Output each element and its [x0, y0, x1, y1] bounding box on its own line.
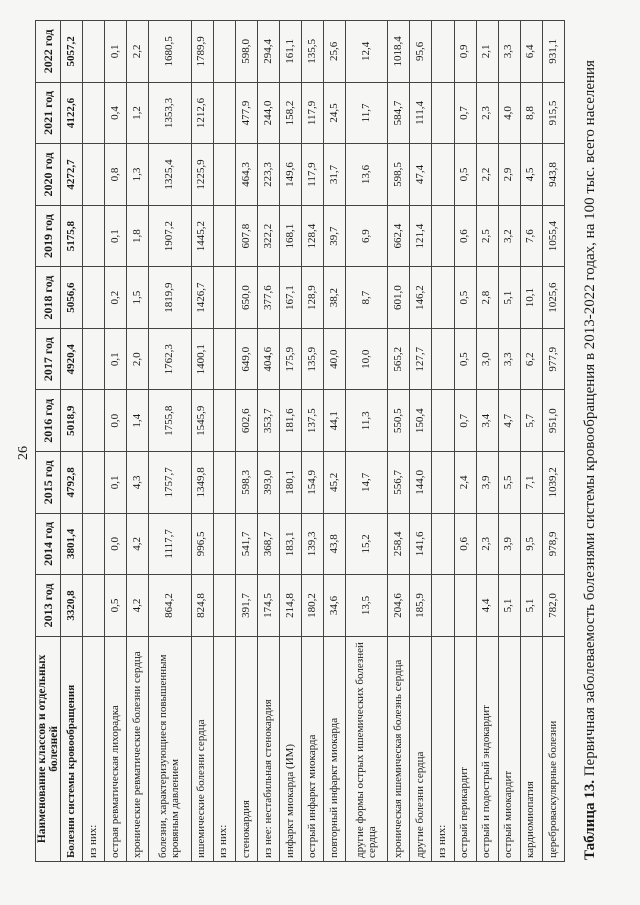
table-cell: 996,5	[191, 513, 213, 575]
table-cell: 34,6	[323, 575, 345, 637]
table-cell: 5018,9	[61, 390, 83, 452]
table-cell	[432, 452, 454, 514]
column-header-year: 2015 год	[36, 452, 61, 514]
table-row	[149, 21, 191, 862]
table-cell: 951,0	[542, 390, 564, 452]
table-cell: 175,9	[279, 328, 301, 390]
row-label: острый и подострый эндокардит	[476, 636, 498, 861]
table-row	[542, 21, 564, 862]
table-cell: 1025,6	[542, 267, 564, 329]
table-row	[323, 21, 345, 862]
table-cell: 602,6	[235, 390, 257, 452]
table-cell	[83, 82, 105, 144]
table-cell: 13,5	[346, 575, 388, 637]
table-cell: 0,7	[454, 82, 476, 144]
table-cell: 0,9	[454, 21, 476, 83]
table-cell: 121,4	[410, 205, 432, 267]
table-cell: 0,8	[105, 144, 127, 206]
table-cell: 146,2	[410, 267, 432, 329]
row-label: ишемические болезни сердца	[191, 636, 213, 861]
table-cell: 44,1	[323, 390, 345, 452]
table-row	[498, 21, 520, 862]
table-cell: 149,6	[279, 144, 301, 206]
table-cell	[213, 21, 235, 83]
table-cell: 1400,1	[191, 328, 213, 390]
table-cell	[83, 452, 105, 514]
column-header-name: Наименование классов и отдельных болезней	[36, 636, 61, 861]
table-cell: 4,4	[476, 575, 498, 637]
table-cell: 5,1	[498, 267, 520, 329]
table-cell: 0,1	[105, 205, 127, 267]
table-cell: 204,6	[388, 575, 410, 637]
table-cell	[83, 21, 105, 83]
table-cell: 3,3	[498, 328, 520, 390]
table-cell: 1789,9	[191, 21, 213, 83]
caption-label: Таблица 13.	[582, 780, 598, 860]
table-cell	[83, 575, 105, 637]
page-number: 26	[16, 446, 31, 460]
table-cell: 1325,4	[149, 144, 191, 206]
table-cell	[213, 575, 235, 637]
table-cell: 1349,8	[191, 452, 213, 514]
table-row	[388, 21, 410, 862]
table-row	[257, 21, 279, 862]
table-cell: 0,6	[454, 205, 476, 267]
table-cell	[432, 267, 454, 329]
table-cell: 4,0	[498, 82, 520, 144]
table-cell	[83, 267, 105, 329]
table-cell: 4920,4	[61, 328, 83, 390]
table-cell: 1,3	[127, 144, 149, 206]
table-cell: 144,0	[410, 452, 432, 514]
row-label: болезни, характеризующиеся повышенным кровяным давлением	[149, 636, 191, 861]
table-cell	[432, 82, 454, 144]
column-header-year: 2021 год	[36, 82, 61, 144]
row-label: острый миокардит	[498, 636, 520, 861]
table-cell: 598,3	[235, 452, 257, 514]
table-cell: 128,9	[301, 267, 323, 329]
table-cell: 7,1	[520, 452, 542, 514]
table-cell: 2,3	[476, 82, 498, 144]
table-cell: 782,0	[542, 575, 564, 637]
table-cell: 10,0	[346, 328, 388, 390]
table-row	[105, 21, 127, 862]
table-cell: 6,4	[520, 21, 542, 83]
table-cell: 598,0	[235, 21, 257, 83]
table-cell: 15,2	[346, 513, 388, 575]
table-cell: 10,1	[520, 267, 542, 329]
table-cell: 977,9	[542, 328, 564, 390]
table-cell: 1445,2	[191, 205, 213, 267]
table-cell: 168,1	[279, 205, 301, 267]
table-cell: 1018,4	[388, 21, 410, 83]
table-cell: 3,3	[498, 21, 520, 83]
table-cell: 137,5	[301, 390, 323, 452]
table-row	[83, 21, 105, 862]
table-cell: 5,5	[498, 452, 520, 514]
table-cell: 135,5	[301, 21, 323, 83]
table-cell: 824,8	[191, 575, 213, 637]
column-header-year: 2014 год	[36, 513, 61, 575]
table-cell: 2,0	[127, 328, 149, 390]
table-cell: 0,0	[105, 390, 127, 452]
table-cell: 244,0	[257, 82, 279, 144]
table-cell: 368,7	[257, 513, 279, 575]
row-label: повторный инфаркт миокарда	[323, 636, 345, 861]
table-cell: 0,1	[105, 328, 127, 390]
table-cell: 5,7	[520, 390, 542, 452]
row-label: Болезни системы кровообращения	[61, 636, 83, 861]
table-cell: 584,7	[388, 82, 410, 144]
table-row	[235, 21, 257, 862]
table-row	[301, 21, 323, 862]
table-cell: 47,4	[410, 144, 432, 206]
table-cell: 258,4	[388, 513, 410, 575]
table-cell: 7,6	[520, 205, 542, 267]
table-cell	[83, 513, 105, 575]
table-cell: 128,4	[301, 205, 323, 267]
table-body	[61, 21, 565, 862]
table-cell: 161,1	[279, 21, 301, 83]
table-row	[279, 21, 301, 862]
table-row	[432, 21, 454, 862]
table-cell: 1,8	[127, 205, 149, 267]
table-cell: 4,2	[127, 575, 149, 637]
table-row	[520, 21, 542, 862]
table-cell: 1907,2	[149, 205, 191, 267]
table-cell: 5,1	[520, 575, 542, 637]
row-label: другие формы острых ишемических болезней сердца	[346, 636, 388, 861]
table-cell: 4,7	[498, 390, 520, 452]
table-cell: 404,6	[257, 328, 279, 390]
table-header-row	[36, 21, 61, 862]
table-cell: 139,3	[301, 513, 323, 575]
table-cell: 1426,7	[191, 267, 213, 329]
row-label: кардиомиопатия	[520, 636, 542, 861]
table-cell: 24,5	[323, 82, 345, 144]
table-cell: 12,4	[346, 21, 388, 83]
table-cell: 181,6	[279, 390, 301, 452]
table-cell: 978,9	[542, 513, 564, 575]
table-cell	[213, 82, 235, 144]
table-row	[454, 21, 476, 862]
table-cell: 377,6	[257, 267, 279, 329]
row-label: хронические ревматические болезни сердца	[127, 636, 149, 861]
table-cell: 1353,3	[149, 82, 191, 144]
table-cell	[213, 267, 235, 329]
table-cell: 0,5	[454, 328, 476, 390]
table-cell: 6,9	[346, 205, 388, 267]
table-cell: 4,2	[127, 513, 149, 575]
table-cell: 3,9	[476, 452, 498, 514]
table-cell: 931,1	[542, 21, 564, 83]
table-cell: 158,2	[279, 82, 301, 144]
table-cell: 11,7	[346, 82, 388, 144]
table-cell: 0,5	[454, 144, 476, 206]
table-cell	[83, 205, 105, 267]
table-cell: 0,5	[105, 575, 127, 637]
table-cell	[454, 575, 476, 637]
table-cell: 8,7	[346, 267, 388, 329]
row-label: острая ревматическая лихорадка	[105, 636, 127, 861]
table-cell	[432, 205, 454, 267]
table-cell: 214,8	[279, 575, 301, 637]
table-cell: 601,0	[388, 267, 410, 329]
row-label: цереброваскулярные болезни	[542, 636, 564, 861]
table-cell: 9,5	[520, 513, 542, 575]
table-cell: 1,4	[127, 390, 149, 452]
table-cell: 0,4	[105, 82, 127, 144]
table-cell: 141,6	[410, 513, 432, 575]
table-cell: 1680,5	[149, 21, 191, 83]
table-cell: 13,6	[346, 144, 388, 206]
table-cell	[213, 452, 235, 514]
table-cell: 14,7	[346, 452, 388, 514]
table-cell: 39,7	[323, 205, 345, 267]
table-cell: 2,2	[127, 21, 149, 83]
table-cell: 1212,6	[191, 82, 213, 144]
column-header-year: 2019 год	[36, 205, 61, 267]
table-cell: 5056,6	[61, 267, 83, 329]
table-cell	[213, 205, 235, 267]
row-label: острый инфаркт миокарда	[301, 636, 323, 861]
table-cell: 3,2	[498, 205, 520, 267]
table-cell: 45,2	[323, 452, 345, 514]
table-cell: 541,7	[235, 513, 257, 575]
table-cell: 393,0	[257, 452, 279, 514]
table-cell: 322,2	[257, 205, 279, 267]
caption-text: Первичная заболеваемость болезнями системы кровообращения в 2013-2022 годах, на 100 тыс. всего населения	[582, 60, 598, 777]
table-cell	[432, 144, 454, 206]
row-label: из них:	[83, 636, 105, 861]
table-cell	[213, 144, 235, 206]
table-cell: 0,1	[105, 21, 127, 83]
table-cell: 223,3	[257, 144, 279, 206]
table-cell: 662,4	[388, 205, 410, 267]
table-cell: 3,0	[476, 328, 498, 390]
row-label: другие болезни сердца	[410, 636, 432, 861]
table-cell: 1,2	[127, 82, 149, 144]
table-cell: 111,4	[410, 82, 432, 144]
table-cell	[432, 575, 454, 637]
table-cell: 1545,9	[191, 390, 213, 452]
table-cell: 650,0	[235, 267, 257, 329]
table-cell: 38,2	[323, 267, 345, 329]
row-label: инфаркт миокарда (ИМ)	[279, 636, 301, 861]
row-label: из них:	[213, 636, 235, 861]
column-header-year: 2016 год	[36, 390, 61, 452]
table-cell: 391,7	[235, 575, 257, 637]
table-cell: 1819,9	[149, 267, 191, 329]
table-cell: 117,9	[301, 144, 323, 206]
table-cell: 5057,2	[61, 21, 83, 83]
column-header-year: 2022 год	[36, 21, 61, 83]
table-cell: 2,2	[476, 144, 498, 206]
table-cell: 353,7	[257, 390, 279, 452]
table-cell	[432, 328, 454, 390]
table-cell: 5,1	[498, 575, 520, 637]
table-cell: 2,9	[498, 144, 520, 206]
column-header-year: 2020 год	[36, 144, 61, 206]
table-row	[346, 21, 388, 862]
table-cell: 8,8	[520, 82, 542, 144]
table-cell: 117,9	[301, 82, 323, 144]
table-cell	[213, 513, 235, 575]
table-cell: 2,1	[476, 21, 498, 83]
table-cell: 31,7	[323, 144, 345, 206]
table-cell: 864,2	[149, 575, 191, 637]
table-cell: 1762,3	[149, 328, 191, 390]
table-cell: 40,0	[323, 328, 345, 390]
column-header-year: 2018 год	[36, 267, 61, 329]
table-cell: 3320,8	[61, 575, 83, 637]
table-row	[127, 21, 149, 862]
table-cell: 464,3	[235, 144, 257, 206]
table-cell	[213, 390, 235, 452]
morbidity-table	[35, 20, 565, 862]
row-label: хроническая ишемическая болезнь сердца	[388, 636, 410, 861]
row-label: из нее: нестабильная стенокардия	[257, 636, 279, 861]
row-label: из них:	[432, 636, 454, 861]
table-cell: 649,0	[235, 328, 257, 390]
table-cell: 0,0	[105, 513, 127, 575]
table-cell: 3,9	[498, 513, 520, 575]
table-row	[410, 21, 432, 862]
table-cell: 0,7	[454, 390, 476, 452]
table-cell: 0,6	[454, 513, 476, 575]
table-cell: 3,4	[476, 390, 498, 452]
table-cell: 565,2	[388, 328, 410, 390]
table-cell: 1039,2	[542, 452, 564, 514]
table-cell: 180,2	[301, 575, 323, 637]
table-cell: 135,9	[301, 328, 323, 390]
table-cell: 4,3	[127, 452, 149, 514]
table-cell	[432, 390, 454, 452]
table-cell: 4792,8	[61, 452, 83, 514]
table-cell: 477,9	[235, 82, 257, 144]
table-cell: 2,4	[454, 452, 476, 514]
table-cell	[83, 144, 105, 206]
table-cell: 95,6	[410, 21, 432, 83]
table-cell: 607,8	[235, 205, 257, 267]
table-cell: 25,6	[323, 21, 345, 83]
table-cell: 43,8	[323, 513, 345, 575]
table-cell	[432, 513, 454, 575]
table-cell: 154,9	[301, 452, 323, 514]
table-row	[191, 21, 213, 862]
table-row	[61, 21, 83, 862]
row-label: стенокардия	[235, 636, 257, 861]
table-cell: 1755,8	[149, 390, 191, 452]
table-cell: 11,3	[346, 390, 388, 452]
table-cell: 1,5	[127, 267, 149, 329]
table-cell: 4,5	[520, 144, 542, 206]
table-cell: 3801,4	[61, 513, 83, 575]
table-cell: 598,5	[388, 144, 410, 206]
table-cell: 185,9	[410, 575, 432, 637]
table-cell: 2,8	[476, 267, 498, 329]
table-cell: 556,7	[388, 452, 410, 514]
table-cell: 183,1	[279, 513, 301, 575]
table-cell: 0,1	[105, 452, 127, 514]
table-cell: 4272,7	[61, 144, 83, 206]
table-cell: 167,1	[279, 267, 301, 329]
table-cell: 1225,9	[191, 144, 213, 206]
table-cell: 174,5	[257, 575, 279, 637]
table-cell: 6,2	[520, 328, 542, 390]
table-row	[213, 21, 235, 862]
table-cell: 1117,7	[149, 513, 191, 575]
table-cell: 943,8	[542, 144, 564, 206]
table-cell	[432, 21, 454, 83]
table-cell: 294,4	[257, 21, 279, 83]
row-label: острый перикардит	[454, 636, 476, 861]
table-cell: 0,2	[105, 267, 127, 329]
table-cell: 4122,6	[61, 82, 83, 144]
table-cell: 180,1	[279, 452, 301, 514]
table-row	[476, 21, 498, 862]
table-cell	[83, 390, 105, 452]
table-cell: 0,5	[454, 267, 476, 329]
table-cell: 550,5	[388, 390, 410, 452]
table-cell: 915,5	[542, 82, 564, 144]
table-cell: 2,3	[476, 513, 498, 575]
table-cell: 127,7	[410, 328, 432, 390]
column-header-year: 2013 год	[36, 575, 61, 637]
table-cell: 2,5	[476, 205, 498, 267]
table-cell	[83, 328, 105, 390]
table-cell: 1757,7	[149, 452, 191, 514]
table-cell: 150,4	[410, 390, 432, 452]
table-cell: 1055,4	[542, 205, 564, 267]
table-cell: 5175,8	[61, 205, 83, 267]
column-header-year: 2017 год	[36, 328, 61, 390]
table-caption	[582, 20, 599, 860]
table-cell	[213, 328, 235, 390]
